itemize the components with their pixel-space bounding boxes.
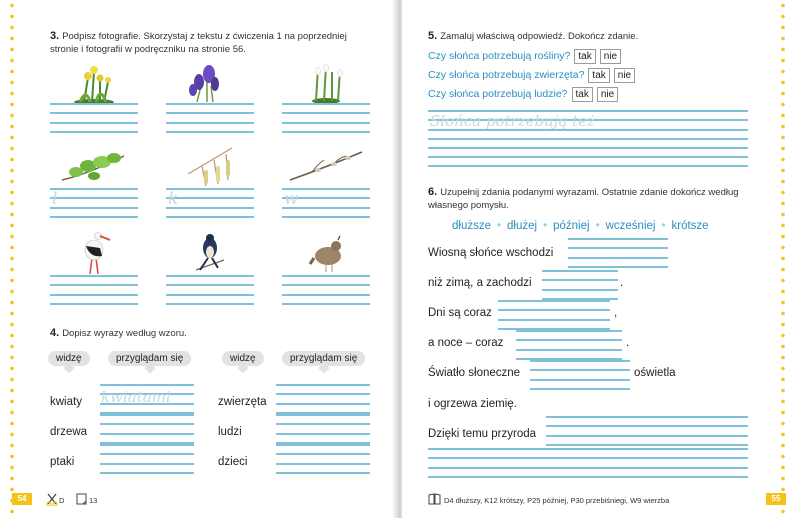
writing-lines-8[interactable]: [166, 275, 254, 305]
exercise-6-instruction: 6. Uzupełnij zdania podanymi wyrazami. Ostatnie zdanie dokończ według własnego pomysłu.: [428, 186, 739, 211]
writing-lines-1[interactable]: [50, 103, 138, 133]
answer-yes-plants[interactable]: tak: [574, 49, 595, 64]
blank-4[interactable]: [516, 330, 622, 360]
page-number-left: 54: [12, 493, 32, 505]
word-ludzi: ludzi: [218, 426, 242, 438]
exercise-5-instruction: 5. Zamaluj właściwą odpowiedź. Dokończ zdanie.: [428, 30, 639, 42]
sentence-1: Wiosną słońce wschodzi: [428, 247, 554, 259]
word-bank-item: dłużej: [507, 220, 538, 232]
blank-7[interactable]: [428, 448, 748, 478]
question-people: Czy słońca potrzebują ludzie? tak nie: [428, 87, 618, 102]
bubble-przygladam-1: przyglądam się: [108, 351, 191, 366]
book-icon: [428, 492, 441, 505]
blank-5[interactable]: [530, 360, 630, 390]
writing-lines-7[interactable]: [50, 275, 138, 305]
left-page: [0, 0, 396, 518]
hazel-branch-photo: [58, 148, 128, 188]
yellow-flower-photo: [70, 58, 118, 106]
punct-2: ,: [614, 307, 618, 319]
stork-photo: [76, 228, 112, 274]
sticker-icon: [76, 493, 87, 505]
word-bank-item: wcześniej: [605, 220, 656, 232]
blank-3[interactable]: [498, 300, 610, 330]
answer-yes-people[interactable]: tak: [572, 87, 593, 102]
blank-6[interactable]: [546, 416, 748, 446]
answer-lines-drzewa[interactable]: [100, 414, 194, 444]
answer-no-animals[interactable]: nie: [614, 68, 635, 83]
willow-catkins-photo: [182, 144, 238, 190]
answer-no-people[interactable]: nie: [597, 87, 618, 102]
word-oswietla: oświetla: [634, 367, 676, 379]
scissors-icon: [46, 492, 58, 506]
writing-lines-5[interactable]: [166, 188, 254, 218]
writing-lines-4[interactable]: [50, 188, 138, 218]
answer-no-plants[interactable]: nie: [600, 49, 621, 64]
left-dotted-border: [9, 0, 15, 518]
bubble-przygladam-2: przyglądam się: [282, 351, 365, 366]
right-page: [402, 0, 799, 518]
page-number-right: 55: [766, 493, 786, 505]
trace-letter-l: l: [52, 189, 58, 209]
word-kwiaty: kwiaty: [50, 396, 82, 408]
word-drzewa: drzewa: [50, 426, 88, 438]
blank-2[interactable]: [542, 270, 618, 300]
punct-3: .: [626, 337, 630, 349]
writing-lines-3[interactable]: [282, 103, 370, 133]
writing-lines-9[interactable]: [282, 275, 370, 305]
lark-photo: [308, 232, 348, 274]
trace-kwiatami: kwiatami: [101, 388, 171, 406]
footer-glossary: D4 dłuższy, K12 krótszy, P25 później, P30 przebiśniegi, W9 wierzba: [444, 496, 670, 505]
word-zwierzeta: zwierzęta: [218, 396, 267, 408]
right-dotted-border: [780, 0, 786, 518]
word-dzieci: dzieci: [218, 456, 248, 468]
punct-1: .: [620, 277, 624, 289]
footer-letter: D: [59, 496, 65, 505]
sentence-3: Dni są coraz: [428, 307, 492, 319]
sentence-2: niż zimą, a zachodzi: [428, 277, 532, 289]
exercise-4-instruction: 4. Dopisz wyrazy według wzoru.: [50, 327, 187, 339]
exercise-3-instruction: 3. Podpisz fotografie. Skorzystaj z tekstu z ćwiczenia 1 na poprzedniej stronie i fotografii w podręczniku na stronie 56.: [50, 30, 347, 55]
sentence-5: Światło słoneczne: [428, 367, 521, 379]
blank-1[interactable]: [568, 238, 668, 268]
word-ptaki: ptaki: [50, 456, 75, 468]
question-animals: Czy słońca potrzebują zwierzęta? tak nie: [428, 68, 635, 83]
bubble-widze-2: widzę: [222, 351, 264, 366]
trace-sentence-start: Słońca potrzebują też: [430, 112, 595, 130]
word-bank-item: później: [553, 220, 590, 232]
snowdrop-photo: [306, 56, 346, 104]
sentence-7: Dzięki temu przyroda: [428, 428, 537, 440]
answer-lines-dzieci[interactable]: [276, 444, 370, 474]
answer-lines-ludzi[interactable]: [276, 414, 370, 444]
answer-lines-ptaki[interactable]: [100, 444, 194, 474]
bubble-widze-1: widzę: [48, 351, 90, 366]
trace-letter-k: k: [168, 189, 179, 209]
writing-lines-2[interactable]: [166, 103, 254, 133]
willow-twig-photo: [288, 148, 364, 184]
sentence-6: i ogrzewa ziemię.: [428, 398, 517, 410]
swallow-photo: [192, 230, 228, 274]
answer-yes-animals[interactable]: tak: [588, 68, 609, 83]
crocus-photo: [185, 56, 225, 104]
footer-count: 13: [89, 496, 98, 505]
word-bank-item: dłuższe: [452, 220, 491, 232]
word-bank: dłuższe • dłużej • później • wcześniej • krótsze: [452, 220, 709, 232]
question-plants: Czy słońca potrzebują rośliny? tak nie: [428, 49, 621, 64]
answer-lines-zwierzeta[interactable]: [276, 384, 370, 414]
trace-letter-w: w: [284, 189, 299, 209]
sentence-4: a noce – coraz: [428, 337, 504, 349]
word-bank-item: krótsze: [671, 220, 709, 232]
